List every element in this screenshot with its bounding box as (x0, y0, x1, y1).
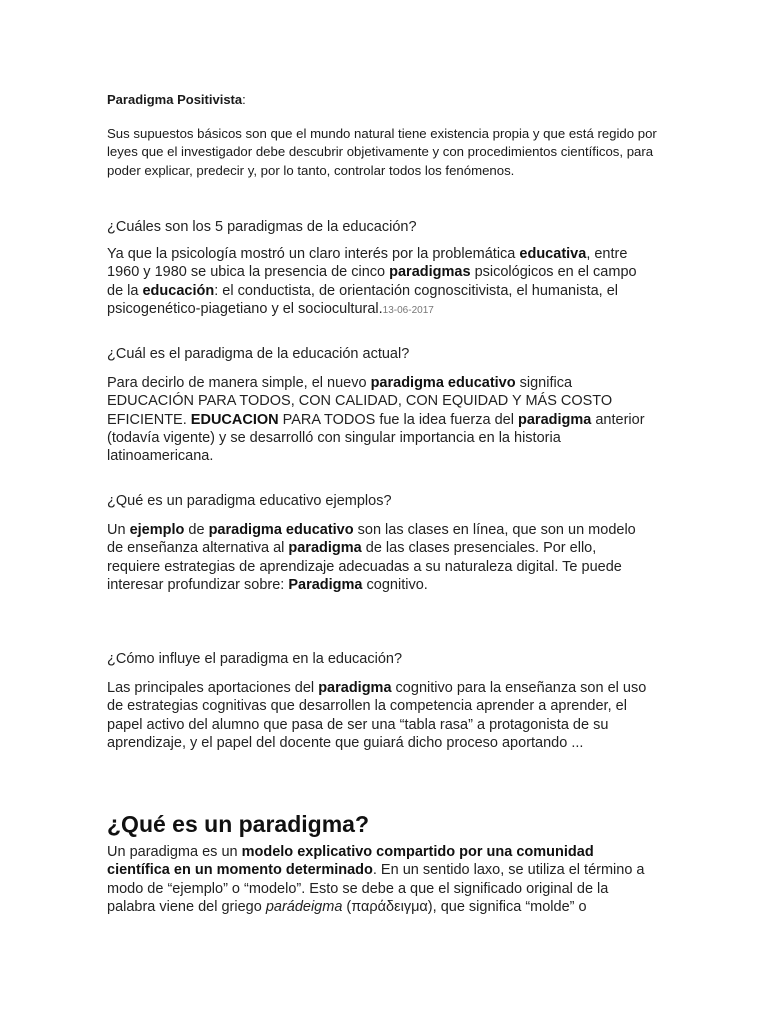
text-run: anterior (todavía vigente) y se desarrolló con singular importancia en la historia latinoamericana. (107, 411, 645, 465)
text-run: Las principales aportaciones del (107, 680, 319, 696)
date-stamp: 13-06-2017 (382, 304, 434, 316)
text-run: Un paradigma es un (107, 844, 242, 860)
text-run: cognitivo. (362, 576, 428, 593)
answer-five-paradigms (107, 245, 647, 320)
text-run: de (184, 522, 209, 538)
bold-term: paradigma (318, 680, 392, 696)
text-run: (παράδειγμα), que significa “molde” o (342, 898, 587, 915)
positivist-colon: : (242, 92, 246, 107)
text-run: Para decirlo de manera simple, el nuevo (107, 375, 371, 391)
text-run: cognitivo para la enseñanza son el uso de estrategias cognitivas que desarrollen la competencia aprender a aprender, el papel activo del alumno que pasa de ser una “tabla rasa” a protagonista de su aprendizaje, y el papel del docente que guiará dicho proceso aportando ... (107, 680, 647, 751)
question-current-paradigm: ¿Cuál es el paradigma de la educación actual? (107, 346, 410, 362)
bold-term: paradigma (288, 540, 362, 557)
definition-heading: ¿Qué es un paradigma? (107, 811, 369, 837)
text-run: significa EDUCACIÓN PARA TODOS, CON CALIDAD, CON EQUIDAD Y MÁS COSTO EFICIENTE. (107, 375, 613, 428)
bold-term: paradigma (518, 411, 592, 428)
bold-term: paradigma educativo (208, 522, 354, 538)
bold-term: EDUCACION (190, 411, 279, 428)
bold-term: paradigma educativo (370, 375, 516, 391)
bold-term: ejemplo (129, 522, 185, 538)
positivist-heading (107, 92, 246, 107)
bold-term: Paradigma (288, 576, 363, 593)
bold-term: educativa (519, 246, 587, 262)
text-run: Un (107, 522, 130, 538)
question-educational-examples: ¿Qué es un paradigma educativo ejemplos? (107, 493, 392, 509)
answer-educational-examples (107, 521, 647, 594)
answer-current-paradigm (107, 374, 647, 465)
bold-term: paradigmas (389, 264, 471, 281)
bold-term: modelo explicativo compartido por una comunidad científica en un momento determinado (107, 844, 594, 879)
question-paradigm-influence: ¿Cómo influye el paradigma en la educación? (107, 651, 403, 667)
positivist-paragraph: Sus supuestos básicos son que el mundo natural tiene existencia propia y que está regido por leyes que el investigador debe descubrir objetivamente y con procedimientos científicos, para poder explicar, predecir y, por lo tanto, controlar todos los fenómenos. (107, 126, 657, 178)
text-run: Ya que la psicología mostró un claro interés por la problemática (107, 246, 520, 262)
bold-term: educación (142, 282, 215, 299)
text-run: , entre 1960 y 1980 se ubica la presencia de cinco (107, 246, 628, 281)
question-five-paradigms: ¿Cuáles son los 5 paradigmas de la educación? (107, 219, 417, 235)
text-run: psicológicos en el campo de la (107, 264, 637, 299)
text-run: de las clases presenciales. Por ello, requiere estrategias de aprendizaje adecuadas a su naturaleza digital. Te puede interesar profundizar sobre: (107, 540, 622, 593)
definition-paragraph (107, 843, 647, 916)
italic-term: parádeigma (265, 898, 343, 915)
text-run: : el conductista, de orientación cognoscitivista, el humanista, el psicogenético-piagetiano y el sociocultural. (107, 282, 619, 317)
positivist-title: Paradigma Positivista (107, 92, 243, 107)
answer-paradigm-influence (107, 679, 647, 752)
text-run: son las clases en línea, que son un modelo de enseñanza alternativa al (107, 522, 636, 557)
text-run: PARA TODOS fue la idea fuerza del (278, 411, 518, 428)
text-run: . En un sentido laxo, se utiliza el término a modo de “ejemplo” o “modelo”. Esto se debe a que el significado original de la palabra viene del griego (107, 862, 645, 915)
